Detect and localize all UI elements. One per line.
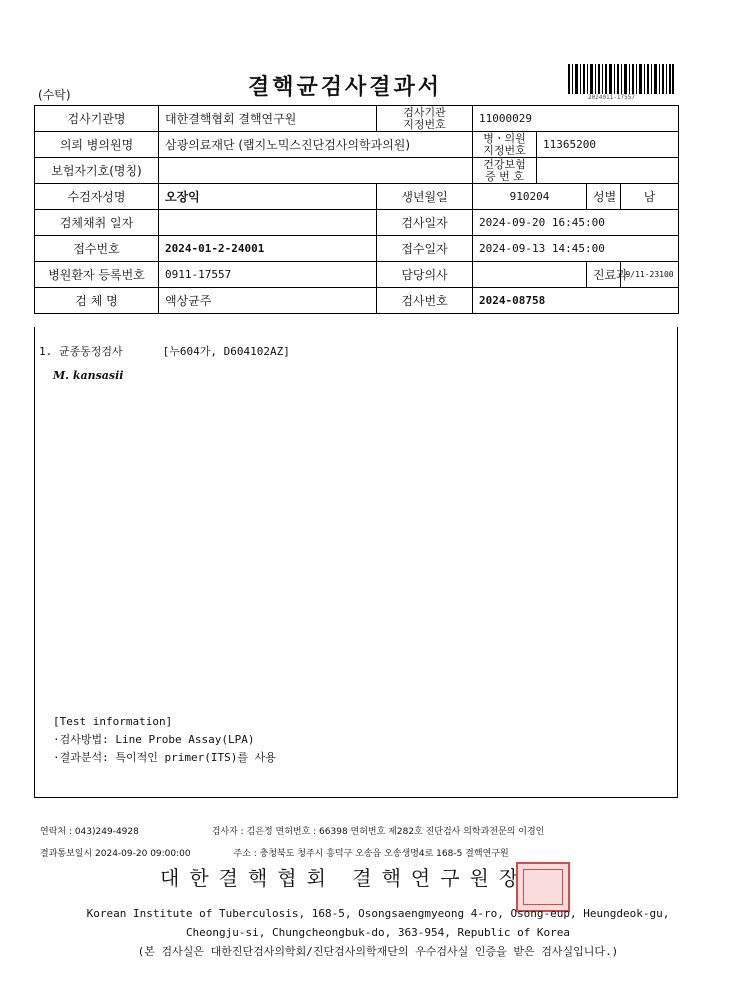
institution-name: 대한결핵협회 결핵연구원장: [160, 866, 529, 890]
address-block: [0, 904, 756, 961]
barcode-icon: [568, 64, 674, 94]
requesting-hospital-label: 의뢰 병의원명: [35, 132, 159, 158]
sample-date-label: 검체채취 일자: [35, 210, 159, 236]
patient-reg-value: 0911-17557: [159, 262, 377, 288]
patient-name-value: 오장익: [159, 184, 377, 210]
address-kr: 주소 : 충청북도 청주시 흥덕구 오송읍 오송생명4로 168-5 결핵연구원: [233, 849, 509, 859]
address-en-line-2: Cheongju-si, Chungcheongbuk-do, 363-954, Republic of Korea: [185, 926, 571, 939]
test-info-title: [Test information]: [53, 715, 173, 728]
test-information: [53, 713, 276, 767]
tester-text: 검사자 : 김은정 면허번호 : 66398 면허번호 제282호 진단검사 의학과전문의 이경인: [211, 827, 545, 837]
insurance-label: 보험자기호(명칭): [35, 158, 159, 184]
result-test-label: 1. 균종동정검사: [39, 345, 123, 358]
organism-name: M. kansasii: [53, 369, 124, 382]
test-date-value: 2024-09-20 16:45:00: [473, 210, 679, 236]
result-line-1: [39, 343, 290, 359]
inspection-org-value: 대한결핵협회 결핵연구원: [159, 106, 377, 132]
doctor-value: [473, 262, 587, 288]
requesting-hospital-value: 삼광의료재단 (랩지노믹스진단검사의학과의원): [159, 132, 473, 158]
test-method: ·검사방법: Line Probe Assay(LPA): [53, 733, 255, 746]
department-value: 9/11-23100: [621, 262, 679, 288]
receipt-no-value: 2024-01-2-24001: [159, 236, 377, 262]
inspection-org-id-label: 검사기관 지정번호: [377, 106, 473, 132]
health-insurance-label: 건강보험 증 번 호: [473, 158, 537, 184]
receipt-date-label: 접수일자: [377, 236, 473, 262]
inspection-org-label: 검사기관명: [35, 106, 159, 132]
patient-info-table: [34, 105, 679, 314]
test-analysis: ·결과분석: 특이적인 primer(ITS)를 사용: [53, 751, 276, 764]
specimen-value: 액상균주: [159, 288, 377, 314]
insurance-value: [159, 158, 473, 184]
patient-name-label: 수검자성명: [35, 184, 159, 210]
sex-value: 남: [621, 184, 679, 210]
specimen-label: 검 체 명: [35, 288, 159, 314]
receipt-date-value: 2024-09-13 14:45:00: [473, 236, 679, 262]
barcode-number: 2024011-17557: [588, 94, 635, 101]
sample-date-value: [159, 210, 377, 236]
notify-date: 결과통보일시 2024-09-20 09:00:00: [40, 849, 191, 859]
department-label: 진료과: [587, 262, 621, 288]
certification-text: (본 검사실은 대한진단검사의학회/진단검사의학재단의 우수검사실 인증을 받은 검사실입니다.): [137, 945, 619, 958]
receipt-label: (수탁): [38, 88, 71, 102]
test-date-label: 검사일자: [377, 210, 473, 236]
patient-reg-label: 병원환자 등록번호: [35, 262, 159, 288]
inspection-org-id-value: 11000029: [473, 106, 679, 132]
contact-text: 연락처 : 043)249-4928: [40, 827, 139, 837]
test-no-label: 검사번호: [377, 288, 473, 314]
health-insurance-value: [537, 158, 679, 184]
result-box: [34, 327, 678, 798]
result-test-code: [누604가, D604102AZ]: [162, 345, 290, 358]
hospital-id-value: 11365200: [537, 132, 679, 158]
footer-line-2: [40, 846, 509, 859]
receipt-no-label: 접수번호: [35, 236, 159, 262]
dob-label: 생년월일: [377, 184, 473, 210]
address-en-line-1: Korean Institute of Tuberculosis, 168-5, Osongsaengmyeong 4-ro, Osong-eup, Heungdeok-gu,: [86, 907, 670, 920]
sex-label: 성별: [587, 184, 621, 210]
dob-value: 910204: [473, 184, 587, 210]
doctor-label: 담당의사: [377, 262, 473, 288]
footer-line-1: [40, 824, 544, 837]
hospital-id-label: 병ㆍ의원 지정번호: [473, 132, 537, 158]
test-no-value: 2024-08758: [473, 288, 679, 314]
document-title: 결핵균검사결과서: [248, 75, 443, 100]
